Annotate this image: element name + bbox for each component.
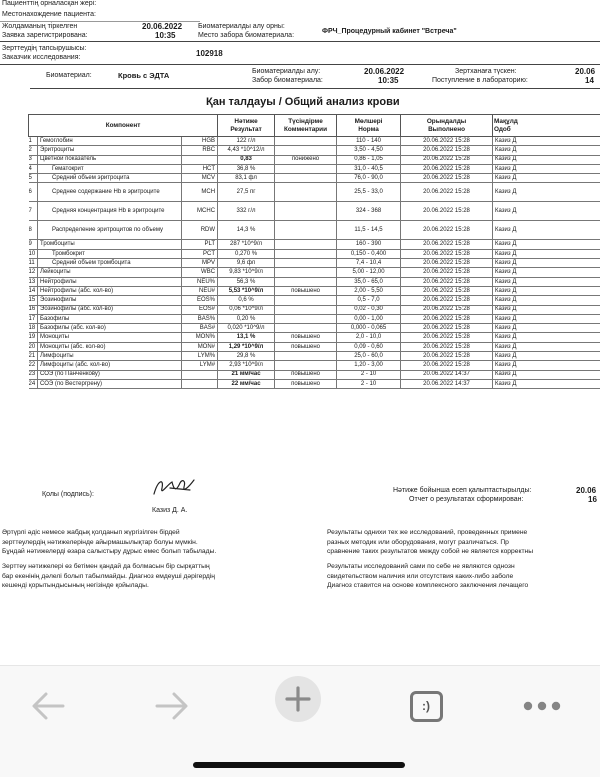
component-code: MON# [182,342,218,351]
col-approved: Мақұлд Одоб [493,115,600,137]
table-row [29,361,600,370]
result-value: 1,29 *10^9/л [218,342,275,351]
component-code: HCT [182,164,218,173]
row-number: 19 [29,333,38,342]
component-name: СОЭ (по Вестергрену) [38,379,182,388]
table-row [29,221,600,240]
component-code [182,370,218,379]
norm-value: 110 - 140 [337,137,401,146]
component-code: MON% [182,333,218,342]
result-value: 122 г/л [218,137,275,146]
sample-taken-label-ru: Забор биоматериала: [252,77,323,84]
table-row [29,174,600,183]
row-number: 13 [29,277,38,286]
result-value: 22 мм/час [218,379,275,388]
customer-label-kz: Зерттеудің тапсырушысы: [2,45,87,52]
norm-value: 0,00 - 1,00 [337,314,401,323]
row-number: 17 [29,314,38,323]
norm-value: 2,0 - 10,0 [337,333,401,342]
table-row [29,277,600,286]
component-name: Средний объем тромбоцита [38,259,182,268]
row-number: 4 [29,164,38,173]
done-datetime: 20.06.2022 15:28 [401,305,493,314]
norm-value: 1,20 - 3,00 [337,361,401,370]
component-name: Среднее содержание Hb в эритроците [38,183,182,202]
divider [0,41,600,42]
comment-value [275,146,337,155]
disclaimer-kz-2: Зерттеу нәтижелері өз бетімен қандай да болмасын бір сырқаттың бар екенінің дәлелі болып табылмайды. Диагноз емдеуші дәрігердің кешенді қорытындысының негізінде қойылады. [2,563,215,590]
norm-value: 0,5 - 7,0 [337,296,401,305]
result-value: 0,270 % [218,249,275,258]
approved-by: Казиз Д [493,314,600,323]
table-row [29,249,600,258]
table-row [29,305,600,314]
col-result: Нәтиже Результат [218,115,275,137]
approved-by: Казиз Д [493,259,600,268]
report-time: 16 [588,495,597,504]
component-code: BAS# [182,324,218,333]
component-code: NEU% [182,277,218,286]
row-number: 2 [29,146,38,155]
approved-by: Казиз Д [493,183,600,202]
norm-value: 5,00 - 12,00 [337,268,401,277]
norm-value: 7,4 - 10,4 [337,259,401,268]
disclaimer-ru-2: Результаты исследований сами по себе не являются однозн свидетельством наличия или отсутствия каких-либо заболе Диагноз ставится на основе комплексного заключения лечащего [327,563,529,590]
component-name: Средняя концентрация Hb в эритроците [38,202,182,221]
component-name: Тромбоциты [38,240,182,249]
norm-value: 324 - 368 [337,202,401,221]
table-row [29,268,600,277]
norm-value: 0,86 - 1,05 [337,155,401,164]
report-label-ru: Отчет о результатах сформирован: [409,496,524,503]
row-number: 10 [29,249,38,258]
component-name: Эозинофилы (абс. кол-во) [38,305,182,314]
patient-location-label-kz: Пациенттің орналасқан жері: [2,0,97,7]
result-value: 2,93 *10^9/л [218,361,275,370]
result-value: 56,3 % [218,277,275,286]
table-row [29,146,600,155]
done-datetime: 20.06.2022 15:28 [401,268,493,277]
results-body [29,137,600,389]
approved-by: Казиз Д [493,277,600,286]
row-number: 7 [29,202,38,221]
norm-value: 76,0 - 90,0 [337,174,401,183]
sample-place-label-kz: Биоматериалды алу орны: [198,23,285,30]
signature-image [150,474,200,504]
component-code: WBC [182,268,218,277]
approved-by: Казиз Д [493,202,600,221]
result-value: 36,8 % [218,164,275,173]
done-datetime: 20.06.2022 15:28 [401,286,493,295]
done-datetime: 20.06.2022 14:37 [401,379,493,388]
lab-received-label-ru: Поступление в лабораторию: [432,77,528,84]
approved-by: Казиз Д [493,379,600,388]
norm-value: 31,0 - 40,5 [337,164,401,173]
plus-icon [284,685,312,713]
report-label-kz: Нәтиже бойынша есеп қалыптастырылды: [393,487,532,494]
row-number: 8 [29,221,38,240]
comment-value [275,361,337,370]
component-code: LYM# [182,361,218,370]
disclaimer-ru-1: Результаты однихи тех же исследований, проведенных примене разных методик или оборудования, могут различаться. Пр сравнение таких результатов между собой не является корректны [327,529,534,556]
norm-value: 2 - 10 [337,379,401,388]
comment-value [275,352,337,361]
result-value: 21 мм/час [218,370,275,379]
comment-value [275,221,337,240]
comment-value [275,174,337,183]
done-datetime: 20.06.2022 15:28 [401,333,493,342]
component-code: RDW [182,221,218,240]
component-code: MCHC [182,202,218,221]
col-done: Орындалды Выполнено [401,115,493,137]
comment-value [275,268,337,277]
table-row [29,164,600,173]
approved-by: Казиз Д [493,221,600,240]
done-datetime: 20.06.2022 15:28 [401,324,493,333]
table-row [29,314,600,323]
comment-value [275,259,337,268]
component-code: RBC [182,146,218,155]
done-datetime: 20.06.2022 14:37 [401,370,493,379]
lab-received-label-kz: Зертханаға түскен: [455,68,517,75]
component-code [182,155,218,164]
table-row [29,137,600,146]
approved-by: Казиз Д [493,352,600,361]
comment-value: понижено [275,155,337,164]
table-row [29,155,600,164]
done-datetime: 20.06.2022 15:28 [401,174,493,183]
result-value: 0,020 *10^9/л [218,324,275,333]
biomaterial-label: Биоматериал: [46,72,92,79]
approved-by: Казиз Д [493,342,600,351]
lab-received-date: 20.06 [575,67,596,76]
biomaterial-value: Кровь с ЭДТА [118,71,170,80]
component-code [182,379,218,388]
row-number: 22 [29,361,38,370]
norm-value: 35,0 - 65,0 [337,277,401,286]
registered-time: 10:35 [155,31,176,40]
row-number: 23 [29,370,38,379]
table-row [29,183,600,202]
lab-received-time: 14 [585,76,594,85]
row-number: 14 [29,286,38,295]
norm-value: 160 - 390 [337,240,401,249]
component-name: Базофилы [38,314,182,323]
comment-value [275,164,337,173]
norm-value: 0,000 - 0,065 [337,324,401,333]
approved-by: Казиз Д [493,286,600,295]
row-number: 9 [29,240,38,249]
table-row [29,333,600,342]
approved-by: Казиз Д [493,137,600,146]
component-code: LYM% [182,352,218,361]
comment-value: повышено [275,379,337,388]
done-datetime: 20.06.2022 15:28 [401,240,493,249]
norm-value: 0,02 - 0,30 [337,305,401,314]
done-datetime: 20.06.2022 15:28 [401,277,493,286]
sample-place-label-ru: Место забора биоматериала: [198,32,295,39]
result-value: 5,53 *10^9/л [218,286,275,295]
arrow-left-icon [29,691,67,721]
table-row [29,286,600,295]
done-datetime: 20.06.2022 15:28 [401,146,493,155]
more-button[interactable] [520,686,564,726]
norm-value: 0,150 - 0,400 [337,249,401,258]
done-datetime: 20.06.2022 15:28 [401,361,493,370]
component-name: Нейтрофилы [38,277,182,286]
col-component: Компонент [29,115,218,137]
component-name: Моноциты [38,333,182,342]
sample-place-value: ФРЧ_Процедурный кабинет "Встреча" [322,28,457,35]
component-code: NEU# [182,286,218,295]
table-row [29,240,600,249]
row-number: 3 [29,155,38,164]
component-name: Гематокрит [38,164,182,173]
signer-name: Казиз Д. А. [152,507,188,514]
approved-by: Казиз Д [493,361,600,370]
approved-by: Казиз Д [493,240,600,249]
registered-label-ru: Заявка зарегистрирована: [2,32,88,39]
component-name: Лимфоциты [38,352,182,361]
row-number: 15 [29,296,38,305]
customer-id: 102918 [196,49,223,58]
done-datetime: 20.06.2022 15:28 [401,342,493,351]
results-table [28,114,600,389]
comment-value [275,296,337,305]
row-number: 18 [29,324,38,333]
col-norm: Мөлшері Норма [337,115,401,137]
row-number: 24 [29,379,38,388]
norm-value: 25,5 - 33,0 [337,183,401,202]
component-name: Эритроциты [38,146,182,155]
sample-taken-label-kz: Биоматериалды алу: [252,68,321,75]
result-value: 13,1 % [218,333,275,342]
component-code: MCV [182,174,218,183]
result-value: 27,5 пг [218,183,275,202]
done-datetime: 20.06.2022 15:28 [401,352,493,361]
table-row [29,342,600,351]
approved-by: Казиз Д [493,296,600,305]
comment-value [275,249,337,258]
norm-value: 3,50 - 4,50 [337,146,401,155]
comment-value: повышено [275,286,337,295]
component-name: Средний объем эритроцита [38,174,182,183]
component-code: PCT [182,249,218,258]
row-number: 20 [29,342,38,351]
back-button[interactable] [26,686,70,726]
done-datetime: 20.06.2022 15:28 [401,183,493,202]
component-name: СОЭ (по Панченкову) [38,370,182,379]
done-datetime: 20.06.2022 15:28 [401,249,493,258]
arrow-right-icon [153,691,191,721]
component-name: Тромбокрит [38,249,182,258]
norm-value: 11,5 - 14,5 [337,221,401,240]
row-number: 11 [29,259,38,268]
result-value: 287 *10^9/л [218,240,275,249]
disclaimer-kz-1: Әртүрлі әдіс немесе жабдық қолданып жүргізілген бірдей зерттеулердің нәтижелерінде айырмашылықтар болуы мүмкін. Бұндай нәтижелерді өзара салыстыру дұрыс емес болып табылады. [2,529,217,556]
done-datetime: 20.06.2022 15:28 [401,221,493,240]
approved-by: Казиз Д [493,268,600,277]
norm-value: 2,00 - 5,50 [337,286,401,295]
table-row [29,352,600,361]
comment-value [275,324,337,333]
component-code: MCH [182,183,218,202]
row-number: 12 [29,268,38,277]
comment-value [275,277,337,286]
divider [0,64,600,65]
table-row [29,296,600,305]
table-row [29,259,600,268]
table-row [29,202,600,221]
comment-value: повышено [275,333,337,342]
result-value: 0,20 % [218,314,275,323]
table-row [29,379,600,388]
comment-value [275,240,337,249]
result-value: 0,6 % [218,296,275,305]
signature-label: Қолы (подпись): [42,491,94,498]
table-row [29,370,600,379]
result-value: 9,83 *10^9/л [218,268,275,277]
norm-value: 25,0 - 60,0 [337,352,401,361]
row-number: 5 [29,174,38,183]
approved-by: Казиз Д [493,249,600,258]
done-datetime: 20.06.2022 15:28 [401,137,493,146]
component-code: EOS# [182,305,218,314]
comment-value: повышено [275,342,337,351]
approved-by: Казиз Д [493,305,600,314]
component-code: HGB [182,137,218,146]
component-code: PLT [182,240,218,249]
comment-value: повышено [275,370,337,379]
comment-value [275,137,337,146]
tabs-button[interactable] [408,686,444,726]
table-row [29,324,600,333]
component-name: Эозинофилы [38,296,182,305]
comment-value [275,305,337,314]
approved-by: Казиз Д [493,174,600,183]
component-name: Гемоглобин [38,137,182,146]
result-value: 29,8 % [218,352,275,361]
result-value: 4,43 *10^12/л [218,146,275,155]
done-datetime: 20.06.2022 15:28 [401,164,493,173]
row-number: 16 [29,305,38,314]
norm-value: 2 - 10 [337,370,401,379]
sample-taken-time: 10:35 [378,76,399,85]
report-date: 20.06 [576,486,597,495]
approved-by: Казиз Д [493,324,600,333]
component-name: Лейкоциты [38,268,182,277]
component-name: Лимфоциты (абс. кол-во) [38,361,182,370]
page-title: Қан талдауы / Общий анализ крови [206,96,400,108]
new-tab-button[interactable] [275,676,321,722]
registered-date: 20.06.2022 [142,22,183,31]
tabs-icon: :) [410,691,443,722]
comment-value [275,202,337,221]
comment-value [275,314,337,323]
component-name: Нейтрофилы (абс. кол-во) [38,286,182,295]
comment-value [275,183,337,202]
result-value: 83,1 фл [218,174,275,183]
component-code: EOS% [182,296,218,305]
forward-button[interactable] [150,686,194,726]
col-comment: Түсіндірме Комментарии [275,115,337,137]
component-name: Цветной показатель [38,155,182,164]
component-code: MPV [182,259,218,268]
approved-by: Казиз Д [493,146,600,155]
customer-label-ru: Заказчик исследования: [2,54,81,61]
row-number: 21 [29,352,38,361]
home-indicator[interactable] [193,762,405,768]
approved-by: Казиз Д [493,333,600,342]
approved-by: Казиз Д [493,164,600,173]
done-datetime: 20.06.2022 15:28 [401,296,493,305]
result-value: 9,6 фл [218,259,275,268]
done-datetime: 20.06.2022 15:28 [401,314,493,323]
result-value: 0,06 *10^9/л [218,305,275,314]
approved-by: Казиз Д [493,155,600,164]
component-name: Моноциты (абс. кол-во) [38,342,182,351]
result-value: 0,83 [218,155,275,164]
result-value: 332 г/л [218,202,275,221]
divider [30,88,600,89]
result-value: 14,3 % [218,221,275,240]
component-name: Базофилы (абс. кол-во) [38,324,182,333]
approved-by: Казиз Д [493,370,600,379]
done-datetime: 20.06.2022 15:28 [401,202,493,221]
row-number: 6 [29,183,38,202]
more-icon [522,700,562,712]
done-datetime: 20.06.2022 15:28 [401,155,493,164]
component-name: Распределение эритроцитов по объему [38,221,182,240]
done-datetime: 20.06.2022 15:28 [401,259,493,268]
patient-location-label-ru: Местонахождение пациента: [2,11,96,18]
browser-toolbar [0,665,600,777]
sample-taken-date: 20.06.2022 [364,67,405,76]
table-header-row [29,115,600,137]
component-code: BAS% [182,314,218,323]
registered-label-kz: Жолдаманың тіркелген [2,23,78,30]
norm-value: 0,09 - 0,60 [337,342,401,351]
row-number: 1 [29,137,38,146]
